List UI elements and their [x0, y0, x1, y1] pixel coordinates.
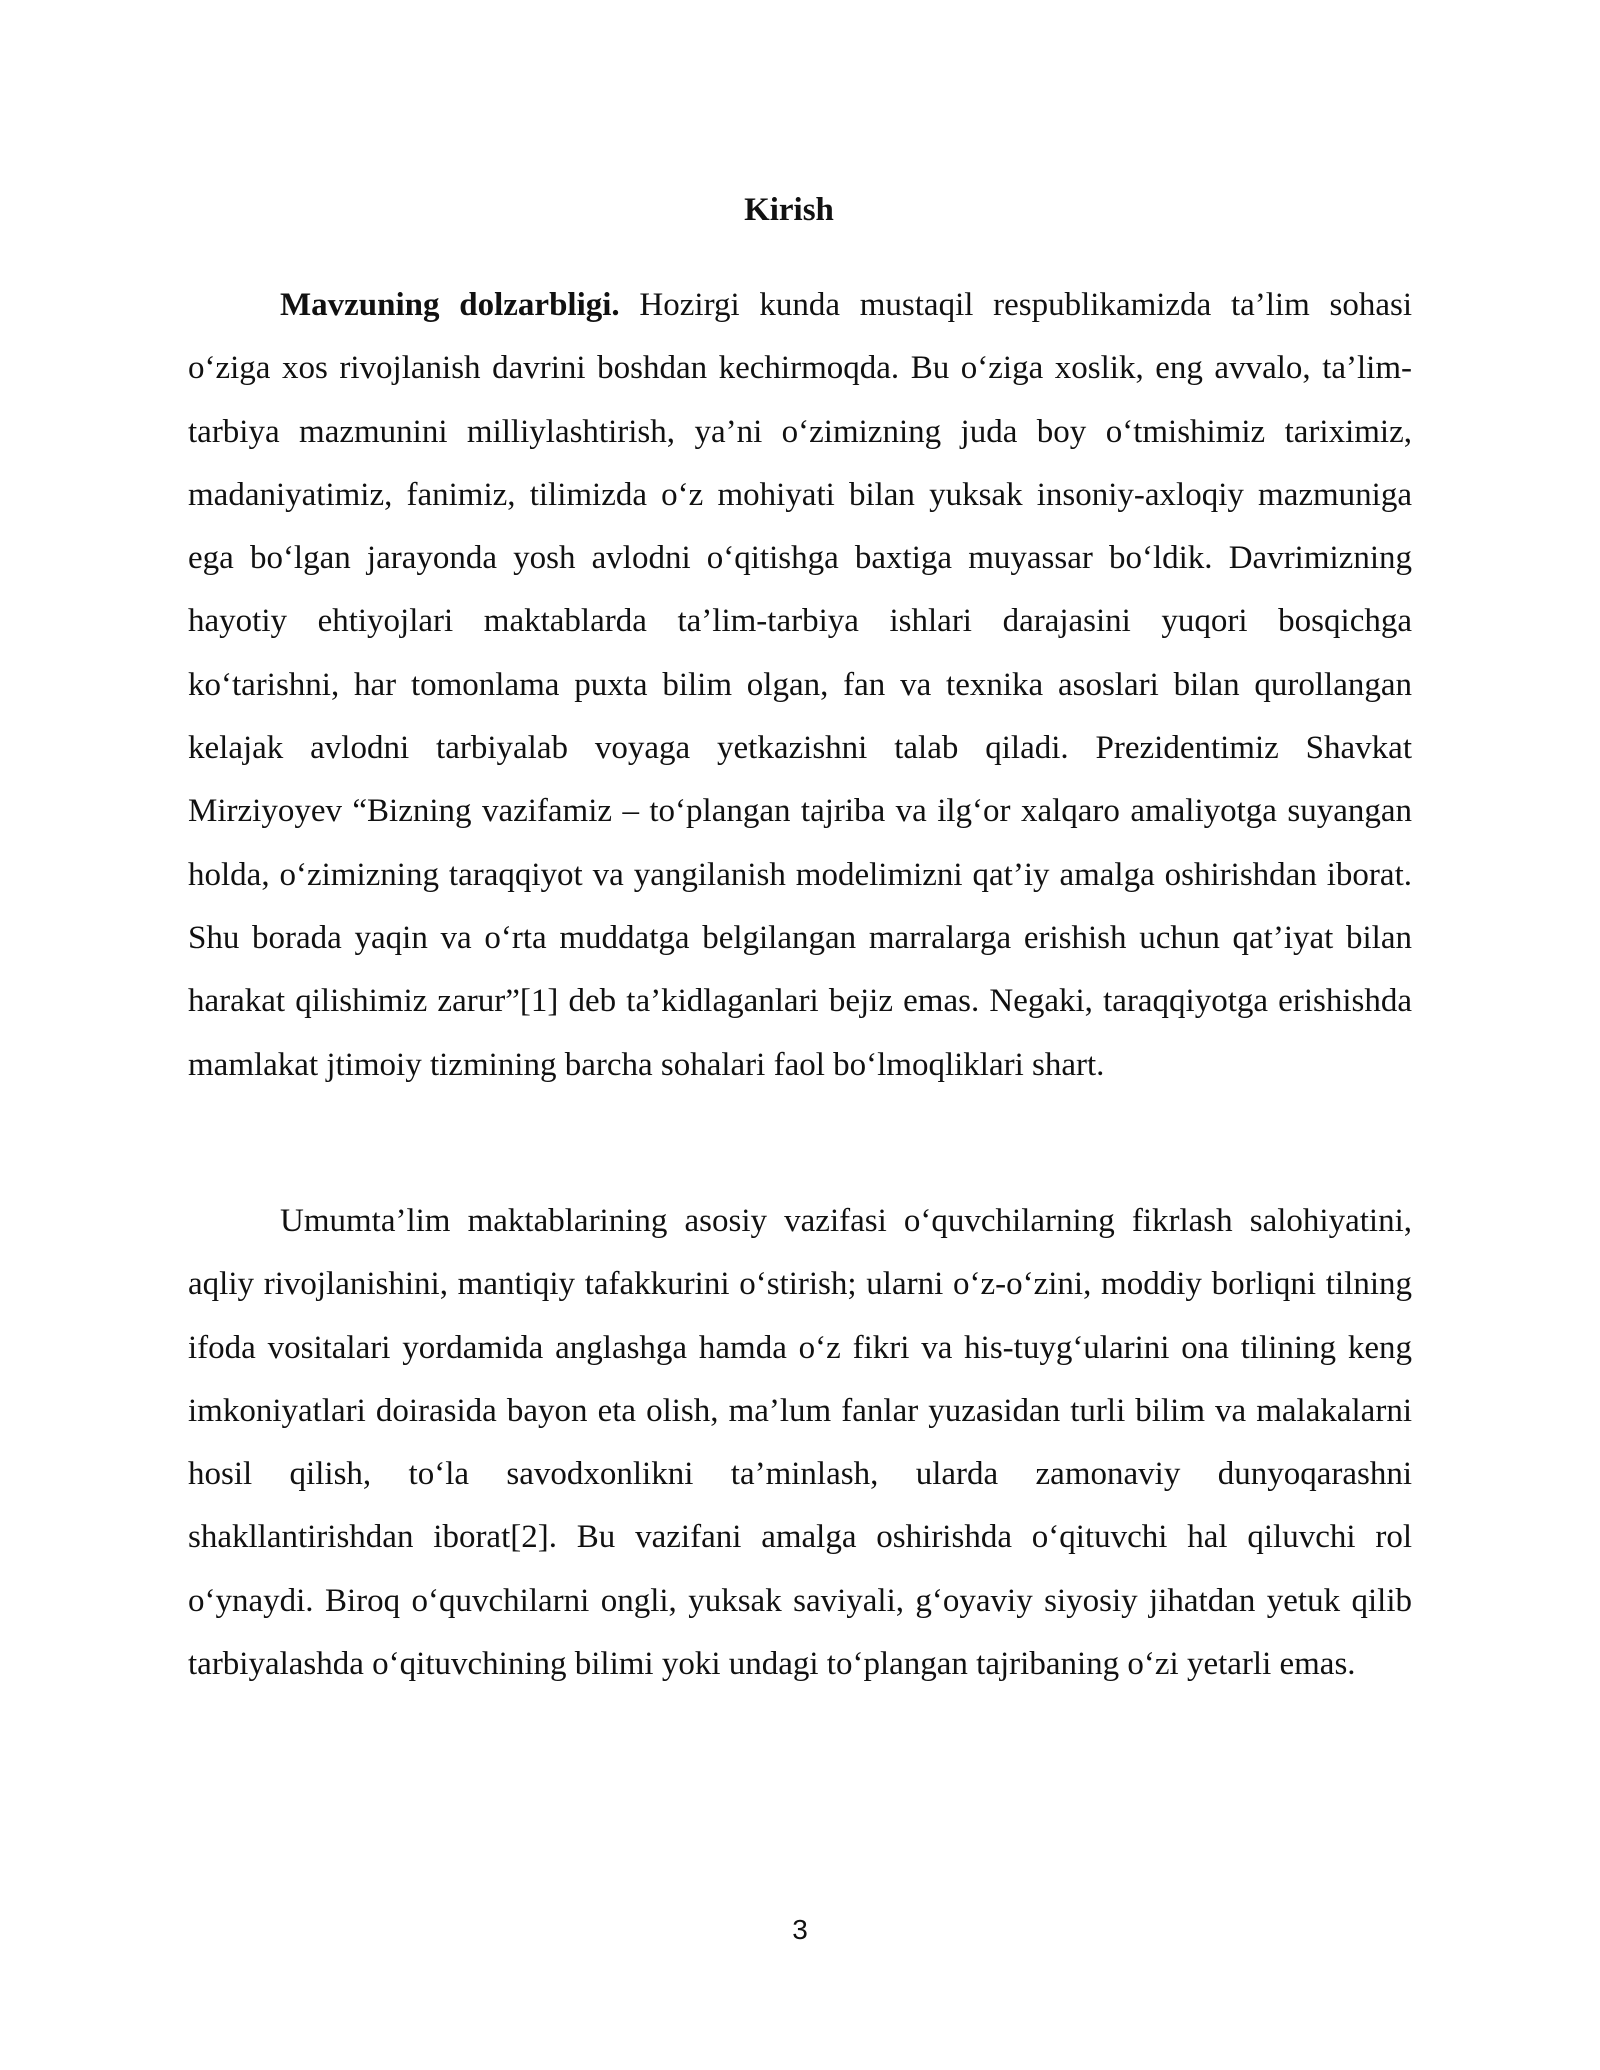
paragraph-school-tasks [188, 1190, 1412, 1696]
section-heading: Kirish [744, 192, 834, 228]
paragraph-body-text: Hozirgi kunda mustaqil respublikamizda ta’lim sohasi o‘ziga xos rivojlanish davrini boshdan kechirmoqda. Bu o‘ziga xoslik, eng avvalo, ta’lim-tarbiya mazmunini milliylashtirish, ya’ni o‘zimizning juda boy o‘tmishimiz tariximiz, madaniyatimiz, fanimiz, tilimizda o‘z mohiyati bilan yuksak insoniy-axloqiy mazmuniga ega bo‘lgan jarayonda yosh avlodni o‘qitishga baxtiga muyassar bo‘ldik. Davrimizning hayotiy ehtiyojlari maktablarda ta’lim-tarbiya ishlari darajasini yuqori bosqichga ko‘tarishni, har tomonlama puxta bilim olgan, fan va texnika asoslari bilan qurollangan kelajak avlodni tarbiyalab voyaga yetkazishni talab qiladi. Prezidentimiz Shavkat Mirziyoyev “Bizning vazifamiz – to‘plangan tajriba va ilg‘or xalqaro amaliyotga suyangan holda, o‘zimizning taraqqiyot va yangilanish modelimizni qat’iy amalga oshirishdan iborat. Shu borada yaqin va o‘rta muddatga belgilangan marralarga erishish uchun qat’iyat bilan harakat qilishimiz zarur”[1] deb ta’kidlaganlari bejiz emas. Negaki, taraqqiyotga erishishda mamlakat jtimoiy tizmining barcha sohalari faol bo‘lmoqliklari shart. [188, 287, 1413, 1083]
paragraph-relevance [188, 274, 1412, 1097]
paragraph-body-text: Umumta’lim maktablarining asosiy vazifasi o‘quvchilarning fikrlash salohiyatini, aqliy rivojlanishini, mantiqiy tafakkurini o‘stirish; ularni o‘z-o‘zini, moddiy borliqni tilning ifoda vositalari yordamida anglashga hamda o‘z fikri va his-tuyg‘ularini ona tilining keng imkoniyatlari doirasida bayon eta olish, ma’lum fanlar yuzasidan turli bilim va malakalarni hosil qilish, to‘la savodxonlikni ta’minlash, ularda zamonaviy dunyoqarashni shakllantirishdan iborat[2]. Bu vazifani amalga oshirishda o‘qituvchi hal qiluvchi rol o‘ynaydi. Biroq o‘quvchilarni ongli, yuksak saviyali, g‘oyaviy siyosiy jihatdan yetuk qilib tarbiyalashda o‘qituvchining bilimi yoki undagi to‘plangan tajribaning o‘zi yetarli emas. [188, 1203, 1412, 1683]
paragraph-lead-title: Mavzuning dolzarbligi. [280, 287, 620, 323]
page-number: 3 [792, 1914, 808, 1945]
